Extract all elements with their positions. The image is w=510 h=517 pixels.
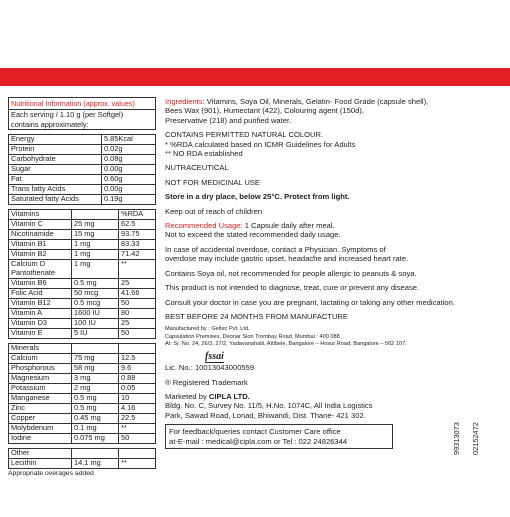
table-row: Magnesium 3 mg 0.88 <box>9 374 156 384</box>
table-header-row: Other <box>9 449 156 459</box>
ingredients-text: Vitamins, Soya Oil, Minerals, Gelatin- Food Grade (capsule shell), <box>204 97 429 106</box>
table-row: Iodine 0.075 mg 50 <box>9 434 156 444</box>
basic-nutrients-table <box>8 134 156 205</box>
feedback-contact: at-E-mail : medical@cipla.com or Tel : 022 24826344 <box>169 436 348 446</box>
marketer-address: Bldg. No. C, Survey No. 11/5, H.No. 1074C, All India Logistics <box>165 401 373 411</box>
marketed-by: Marketed by CIPLA LTD. <box>165 392 250 402</box>
table-row: Potassium 2 mg 0.05 <box>9 384 156 394</box>
table-row: Lecithin 14.1 mg ** <box>9 459 156 469</box>
consult-doctor: Consult your doctor in case you are pregnant, lactating or taking any other medication. <box>165 297 455 307</box>
manufacturer: Manufactured by : Geltec Pvt. Ltd. <box>165 326 250 333</box>
overages-note: Appropriate overages added <box>8 470 94 477</box>
table-row: Folic Acid 50 mcg 41.66 <box>9 289 156 299</box>
trademark: ® Registered Trademark <box>165 377 248 387</box>
ingredients-line: Preservative (218) and purified water. <box>165 115 292 125</box>
not-medicinal-label: NOT FOR MEDICINAL USE <box>165 177 260 187</box>
table-row: Vitamin E 5 IU 50 <box>9 329 156 339</box>
table-row: Vitamin B12 0.5 mcg 50 <box>9 299 156 309</box>
premises: Capsulation Premises, Deonar Sion Trombay Road, Mumbai : 400 088 <box>165 333 340 340</box>
feedback-line: For feedback/queries contact Customer Care office <box>169 427 341 437</box>
best-before: BEST BEFORE 24 MONTHS FROM MANUFACTURE <box>165 311 348 321</box>
overdose-warning: overdose may include gastric upset, headache and increased heart rate. <box>165 254 409 264</box>
table-row: Vitamin C 25 mg 62.5 <box>9 220 156 230</box>
table-row: Calcium 75 mg 12.5 <box>9 354 156 364</box>
table-row: Vitamin B2 1 mg 71.42 <box>9 250 156 260</box>
ingredients-label: Ingredients: <box>165 97 205 106</box>
red-banner <box>0 68 510 86</box>
table-row: Copper 0.45 mg 22.5 <box>9 414 156 424</box>
serving-block <box>8 109 156 130</box>
table-row: Manganese 0.5 mg 10 <box>9 394 156 404</box>
manufacturer-address: At: Sr. No. 24, 26/3, 27/2, Yadavanahalli, Attibele, Bangalore – Hosur Road, Bangalore – 562 107. <box>165 340 407 347</box>
batch-code: 99313073 <box>452 422 461 455</box>
minerals-table <box>8 343 156 444</box>
other-table <box>8 448 156 469</box>
marketer-address: Park, Sawad Road, Lonad, Bhiwandi, Dist. Thane- 421 302. <box>165 410 366 420</box>
table-row: Vitamin A 1600 IU 80 <box>9 309 156 319</box>
usage-line <box>165 221 503 230</box>
table-row: Molybdenum 0.1 mg ** <box>9 424 156 434</box>
table-row: Vitamin D3 100 IU 25 <box>9 319 156 329</box>
keep-out-warning: Keep out of reach of children <box>165 206 263 216</box>
fssai-logo: fssai <box>205 351 224 363</box>
nutraceutical-label: NUTRACEUTICAL <box>165 163 229 173</box>
nutrition-title: Nutritional Information (approx. values) <box>8 97 156 109</box>
usage-text: 1 Capsule daily after meal. <box>242 221 335 231</box>
table-row: Zinc 0.5 mg 4.16 <box>9 404 156 414</box>
table-row: Sugar 0.00g <box>9 165 156 175</box>
colour-statement: CONTAINS PERMITTED NATURAL COLOUR. <box>165 130 324 140</box>
overdose-warning: In case of accidental overdose, contact a Physician. Symptoms of <box>165 244 386 254</box>
table-row: Calcium D 1 mg ** <box>9 260 156 270</box>
dose-limit: Not to exceed the stated recommended daily usage. <box>165 230 341 240</box>
table-row: Carbohydrate 0.08g <box>9 155 156 165</box>
table-row: Pantothenate <box>9 269 156 279</box>
no-rda-note: ** NO RDA established <box>165 149 243 159</box>
license-number: Lic. No.: 10013043000559 <box>165 363 255 373</box>
usage-label: Recommended Usage: <box>165 221 243 231</box>
table-row: Fat 0.60g <box>9 175 156 185</box>
table-row: Vitamin B6 0.5 mg 25 <box>9 279 156 289</box>
vitamins-table <box>8 209 156 339</box>
table-row: Phosphorous 58 mg 9.6 <box>9 364 156 374</box>
table-row: Trans fatty Acids 0.00g <box>9 185 156 195</box>
table-header-row: Vitamins %RDA <box>9 210 156 220</box>
nutrition-panel <box>8 97 156 477</box>
table-row: Nicotinamide 15 mg 93.75 <box>9 230 156 240</box>
table-row: Energy 5.85Kcal <box>9 135 156 145</box>
marketer-name: CIPLA LTD. <box>208 392 250 402</box>
disclaimer: This product is not intended to diagnose, treat, cure or prevent any disease. <box>165 283 420 293</box>
batch-code: 02152472 <box>471 422 480 455</box>
rda-note: * %RDA calculated based on ICMR Guidelines for Adults <box>165 139 356 149</box>
table-row: Vitamin B1 1 mg 83.33 <box>9 240 156 250</box>
ingredients-line <box>165 97 503 106</box>
soya-warning: Contains Soya oil, not recommended for people allergic to peanuts & soya. <box>165 268 417 278</box>
label-info-panel <box>165 97 503 449</box>
feedback-box <box>165 424 393 449</box>
table-row: Protein 0.02g <box>9 145 156 155</box>
ingredients-line: Bees Wax (901), Humectant (422), Colouring agent (150d), <box>165 106 364 116</box>
table-row: Saturated fatty Acids 0.19g <box>9 195 156 205</box>
serving-line: Each serving / 1.10 g (per Softgel) <box>11 110 124 119</box>
storage-instruction: Store in a dry place, below 25°C. Protect from light. <box>165 192 350 202</box>
table-header-row: Minerals <box>9 344 156 354</box>
serving-line: contains approximately: <box>11 119 89 129</box>
